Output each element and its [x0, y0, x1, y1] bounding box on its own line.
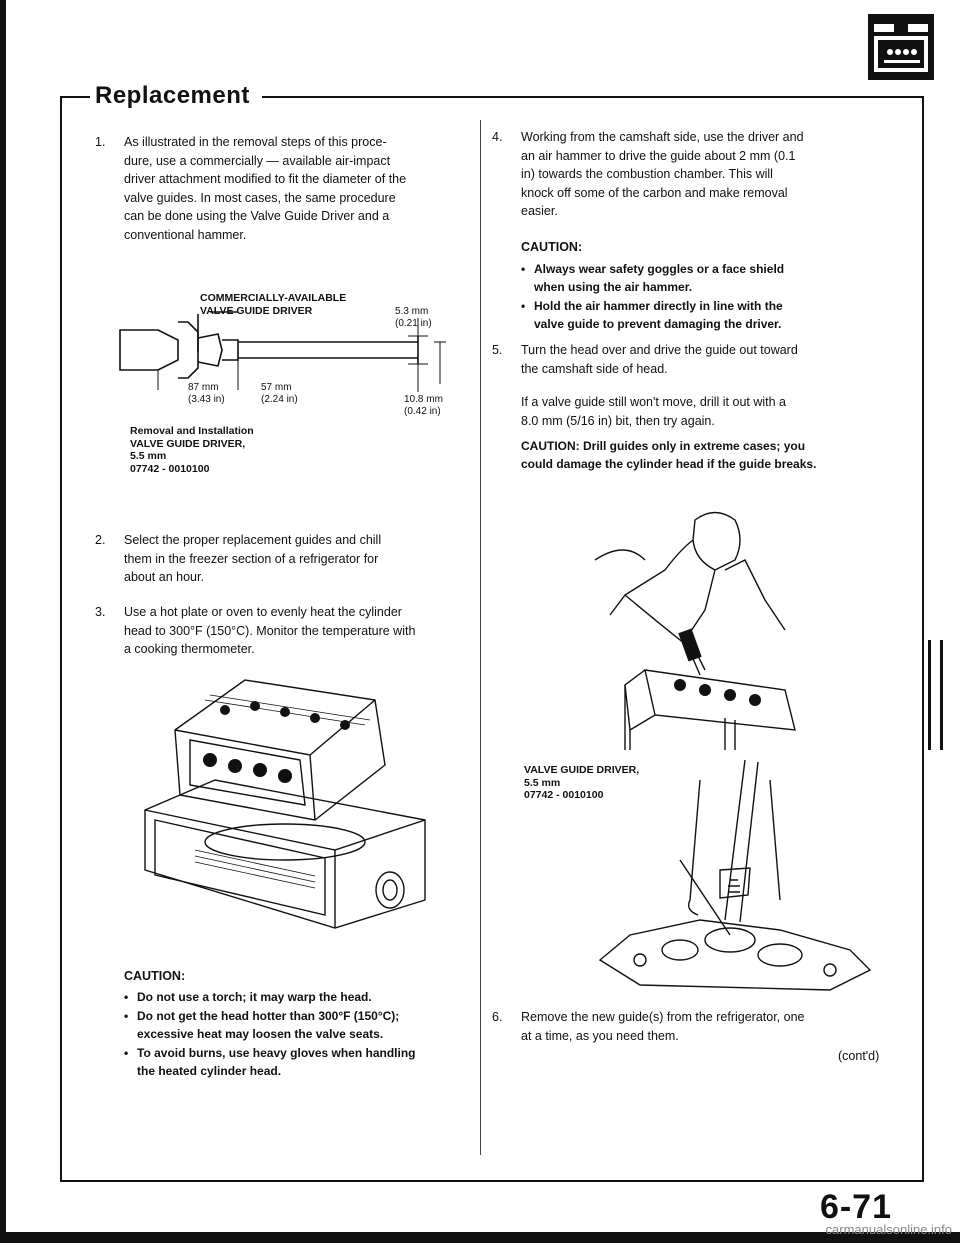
- step-5: 5. Turn the head over and drive the guide out toward the camshaft side of head.: [492, 343, 798, 376]
- caution-heading-right: CAUTION:: [521, 240, 583, 254]
- page-title: Replacement: [95, 82, 250, 109]
- dim-10-8: 10.8 mm (0.42 in): [404, 394, 443, 417]
- tool-label: Removal and Installation VALVE GUIDE DRIVER, 5.5 mm 07742 - 0010100: [130, 425, 254, 475]
- step-4: 4. Working from the camshaft side, use the driver and an air hammer to drive the guide about 2 mm (0.1 in) towards the combustion chamber. This will knock off some of the carbon and make removal easier.: [492, 130, 804, 218]
- cylinder-head-on-hot-plate-illustration: [135, 670, 435, 930]
- margin-bar: [928, 640, 931, 750]
- step-1: 1. As illustrated in the removal steps of this proce- dure, use a commercially — available air-impact driver attachment modified to fit the diameter of the valve guides. In most cases, the same procedure can be done using the Valve Guide Driver and a conventional hammer.: [95, 135, 407, 242]
- step-3: 3. Use a hot plate or oven to evenly heat the cylinder head to 300°F (150°C). Monitor the temperature with a cooking thermometer.: [95, 605, 416, 656]
- watermark: carmanualsonline.info: [825, 1222, 952, 1237]
- bottom-edge-bar: [0, 1232, 960, 1243]
- driver-label-right: VALVE GUIDE DRIVER, 5.5 mm 07742 - 0010100: [524, 764, 640, 801]
- engine-section-icon: [868, 14, 934, 80]
- caution-bullet: • To avoid burns, use heavy gloves when handling the heated cylinder head.: [124, 1046, 416, 1078]
- air-hammer-worker-illustration: [585, 500, 805, 750]
- caution-heading-left: CAUTION:: [124, 969, 186, 983]
- page-edge-bar: [0, 0, 6, 1243]
- caution-bullet: • Always wear safety goggles or a face shield when using the air hammer.: [521, 262, 785, 294]
- caution-bullet: • Do not use a torch; it may warp the head.: [124, 990, 372, 1004]
- step-6: 6. Remove the new guide(s) from the refrigerator, one at a time, as you need them.: [492, 1010, 805, 1043]
- commercial-driver-label: COMMERCIALLY-AVAILABLE VALVE GUIDE DRIVER: [200, 292, 347, 317]
- valve-guide-driver-illustration: [580, 760, 880, 995]
- column-divider: [480, 120, 481, 1155]
- continued-note: (cont'd): [838, 1049, 880, 1063]
- dim-5-3: 5.3 mm (0.21 in): [395, 306, 432, 329]
- drill-caution: CAUTION: Drill guides only in extreme cases; you could damage the cylinder head if the guide breaks.: [521, 439, 817, 471]
- dim-57: 57 mm (2.24 in): [261, 382, 298, 405]
- dim-87: 87 mm (3.43 in): [188, 382, 225, 405]
- caution-bullet: • Hold the air hammer directly in line with the valve guide to prevent damaging the driver.: [521, 299, 783, 331]
- caution-bullet: • Do not get the head hotter than 300°F (150°C); excessive heat may loosen the valve seats.: [124, 1009, 400, 1041]
- step-2: 2. Select the proper replacement guides and chill them in the freezer section of a refrigerator for about an hour.: [95, 533, 382, 584]
- step-5-note: If a valve guide still won't move, drill it out with a 8.0 mm (5/16 in) bit, then try again.: [521, 395, 787, 428]
- page-number: 6-71: [819, 1188, 892, 1226]
- margin-bar: [940, 640, 943, 750]
